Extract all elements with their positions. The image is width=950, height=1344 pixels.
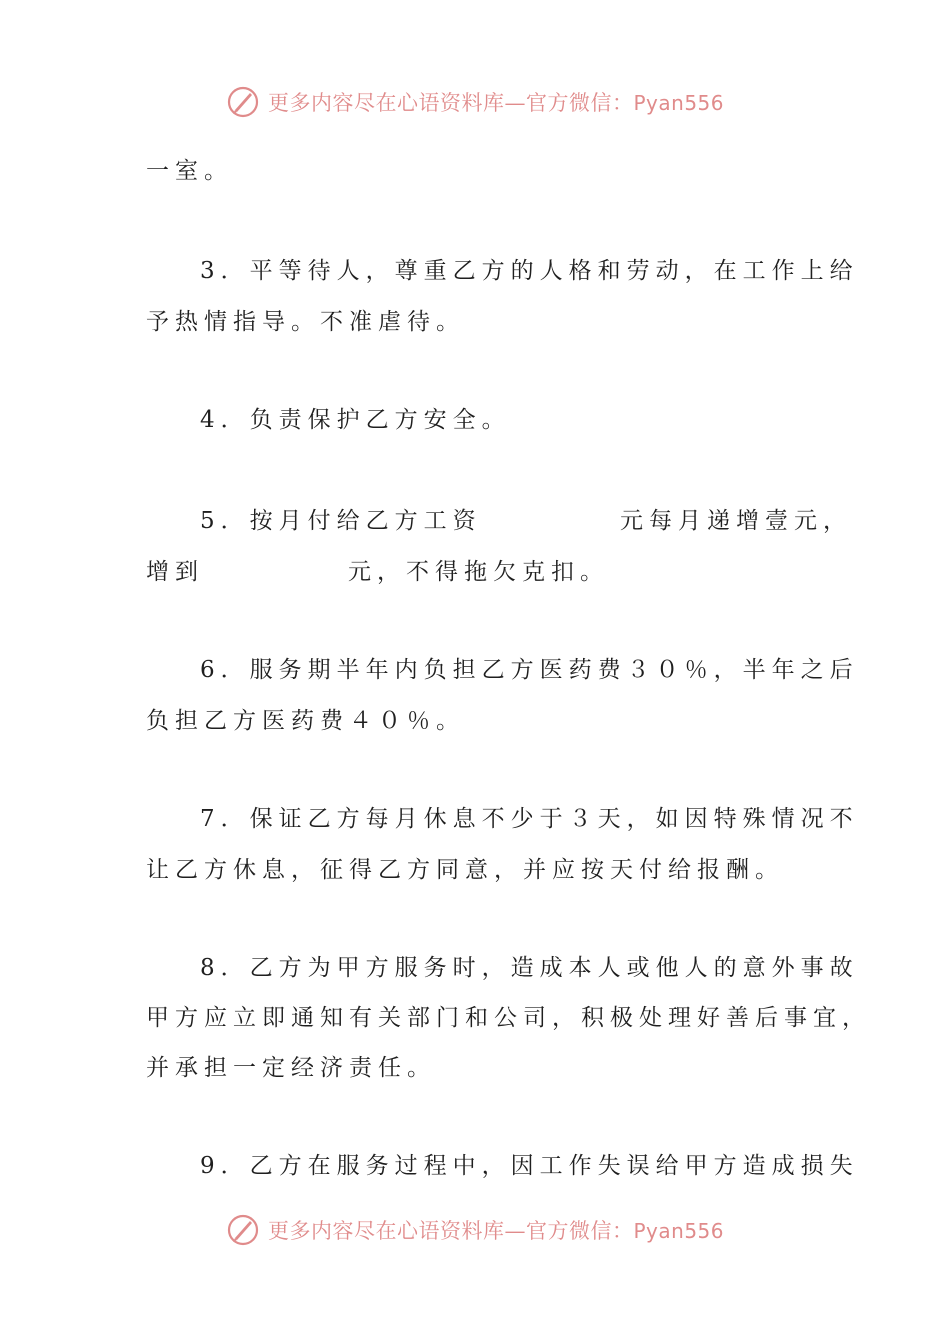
quill-pen-logo-icon <box>226 85 260 119</box>
text-line-10: 让乙方休息，征得乙方同意，并应按天付给报酬。 <box>146 857 784 883</box>
watermark-text: 更多内容尽在心语资料库—官方微信：Pyan556 <box>267 91 724 115</box>
footer-watermark-banner <box>0 1210 950 1250</box>
quill-pen-logo-icon <box>226 1213 260 1247</box>
text-line-12: 甲方应立即通知有关部门和公司，积极处理好善后事宜， <box>146 1005 871 1031</box>
watermark-text: 更多内容尽在心语资料库—官方微信：Pyan556 <box>267 1219 724 1243</box>
text-line-1: 一室。 <box>146 158 233 184</box>
text-line-6b: 元，不得拖欠克扣。 <box>348 559 609 585</box>
text-line-5a: 5．按月付给乙方工资 <box>200 508 482 534</box>
text-line-9: 7．保证乙方每月休息不少于３天，如因特殊情况不 <box>200 806 859 832</box>
text-line-4: 4．负责保护乙方安全。 <box>200 407 511 433</box>
text-line-8: 负担乙方医药费４０％。 <box>146 708 465 734</box>
wechat-handle: Pyan556 <box>633 1219 724 1243</box>
text-line-5b: 元每月递增壹元， <box>620 508 852 534</box>
text-line-13: 并承担一定经济责任。 <box>146 1055 436 1081</box>
wechat-handle: Pyan556 <box>633 91 724 115</box>
text-line-2: 3．平等待人，尊重乙方的人格和劳动，在工作上给 <box>200 258 859 284</box>
header-watermark-banner <box>0 82 950 122</box>
text-line-7: 6．服务期半年内负担乙方医药费３０％，半年之后 <box>200 657 859 683</box>
text-line-11: 8．乙方为甲方服务时，造成本人或他人的意外事故 <box>200 955 859 981</box>
text-line-14: 9．乙方在服务过程中，因工作失误给甲方造成损失 <box>200 1153 859 1179</box>
text-line-3: 予热情指导。不准虐待。 <box>146 309 465 335</box>
text-line-6a: 增到 <box>146 559 204 585</box>
